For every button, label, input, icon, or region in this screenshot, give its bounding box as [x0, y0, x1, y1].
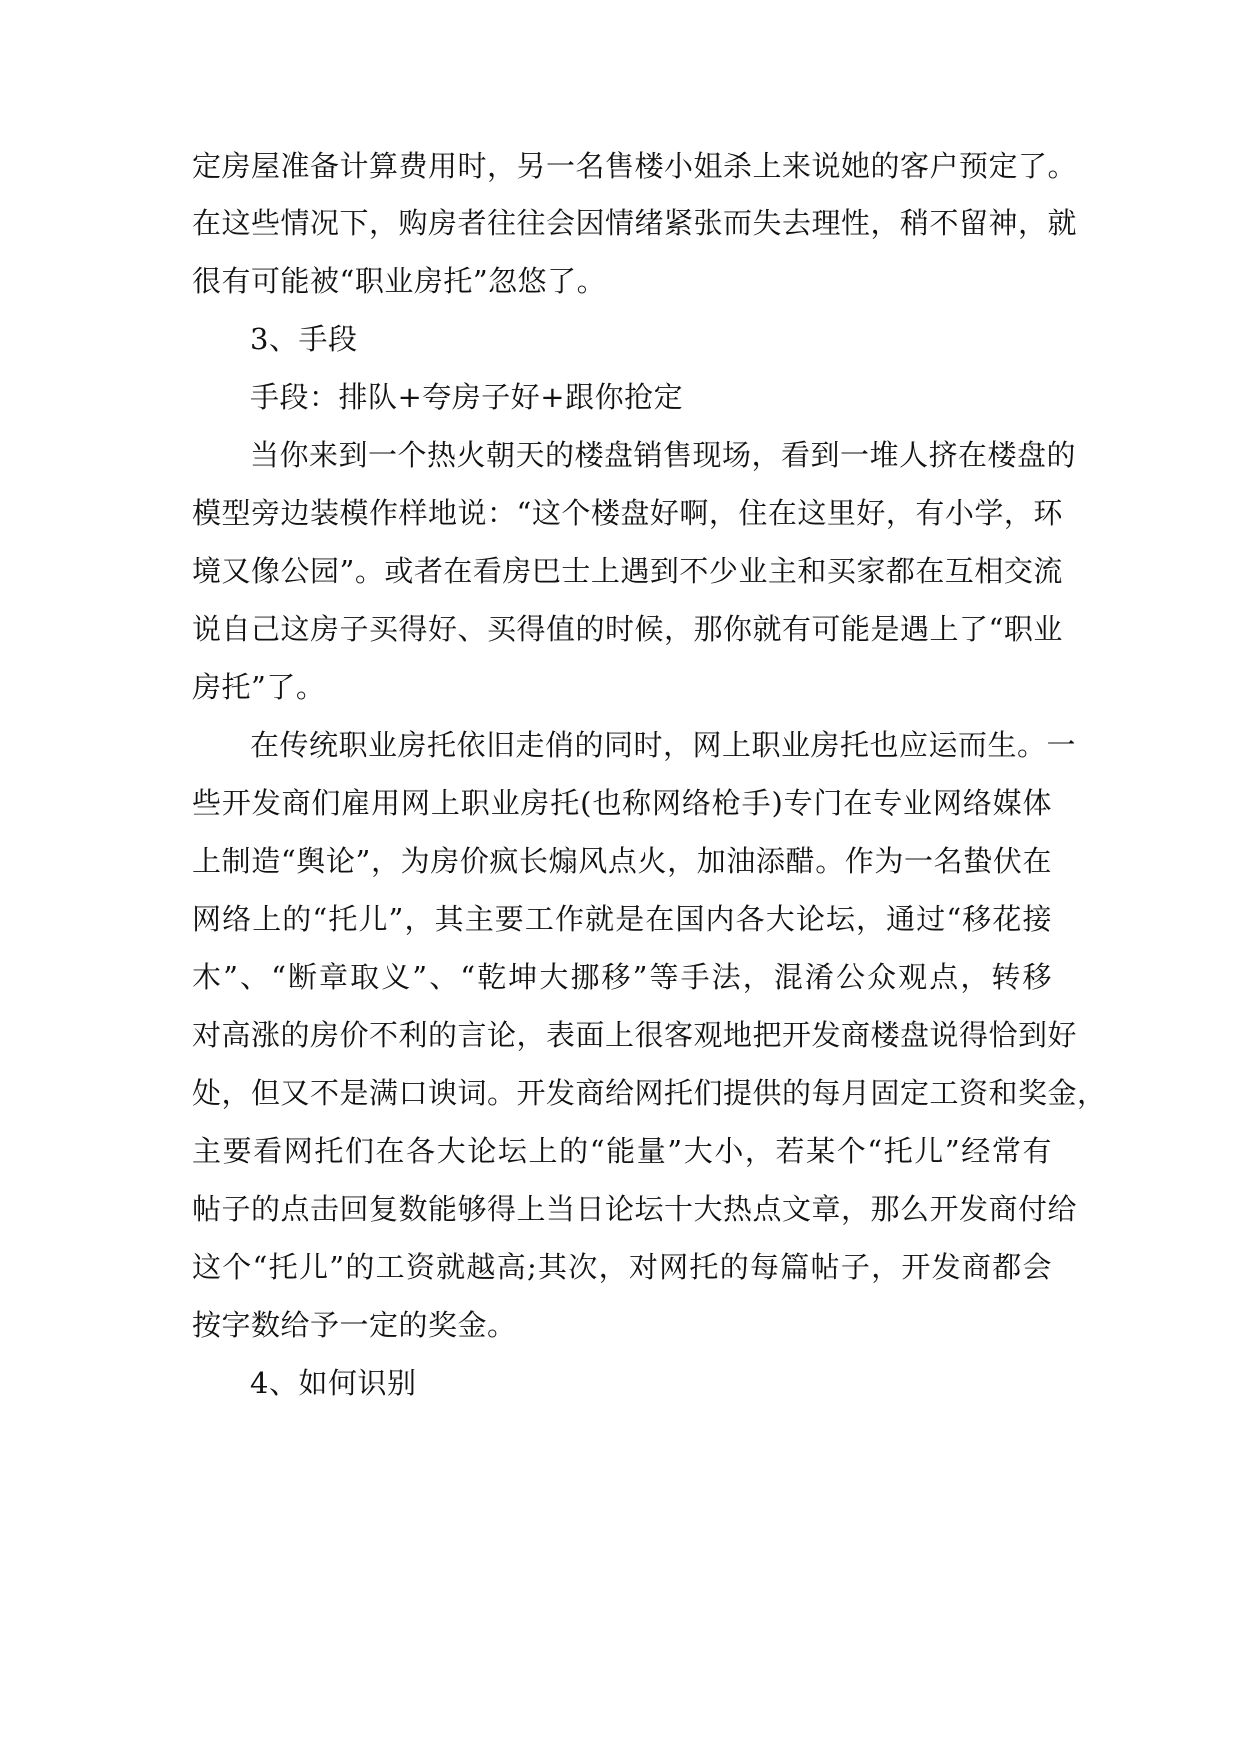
text-line: 当你来到一个热火朝天的楼盘销售现场，看到一堆人挤在楼盘的: [250, 438, 1077, 472]
text-line: 帖子的点击回复数能够得上当日论坛十大热点文章，那么开发商付给: [192, 1192, 1078, 1226]
text-line: 些开发商们雇用网上职业房托(也称网络枪手)专门在专业网络媒体: [192, 786, 1052, 820]
text-line: 很有可能被“职业房托”忽悠了。: [192, 264, 607, 298]
text-line: 处，但又不是满口谀词。开发商给网托们提供的每月固定工资和奖金，: [192, 1076, 1107, 1110]
section-heading: 4、如何识别: [250, 1366, 417, 1400]
text-line: 定房屋准备计算费用时，另一名售楼小姐杀上来说她的客户预定了。: [192, 149, 1078, 183]
text-line: 这个“托儿”的工资就越高;其次，对网托的每篇帖子，开发商都会: [192, 1250, 1052, 1284]
text-line: 在这些情况下，购房者往往会因情绪紧张而失去理性，稍不留神，就: [192, 206, 1078, 240]
text-line: 房托”了。: [192, 670, 326, 704]
text-line: 说自己这房子买得好、买得值的时候，那你就有可能是遇上了“职业: [192, 612, 1063, 646]
text-line: 木”、“断章取义”、“乾坤大挪移”等手法，混淆公众观点，转移: [192, 960, 1052, 994]
text-line: 在传统职业房托依旧走俏的同时，网上职业房托也应运而生。一: [250, 728, 1077, 762]
text-line: 上制造“舆论”，为房价疯长煽风点火，加油添醋。作为一名蛰伏在: [192, 844, 1052, 878]
text-line: 按字数给予一定的奖金。: [192, 1308, 517, 1342]
text-line: 对高涨的房价不利的言论，表面上很客观地把开发商楼盘说得恰到好: [192, 1018, 1078, 1052]
text-line: 手段：排队+夸房子好+跟你抢定: [250, 380, 684, 414]
text-line: 模型旁边装模作样地说：“这个楼盘好啊，住在这里好，有小学，环: [192, 496, 1063, 530]
text-line: 网络上的“托儿”，其主要工作就是在国内各大论坛，通过“移花接: [192, 902, 1052, 936]
section-heading: 3、手段: [250, 322, 358, 356]
text-line: 境又像公园”。或者在看房巴士上遇到不少业主和买家都在互相交流: [192, 554, 1063, 588]
text-line: 主要看网托们在各大论坛上的“能量”大小，若某个“托儿”经常有: [192, 1134, 1052, 1168]
